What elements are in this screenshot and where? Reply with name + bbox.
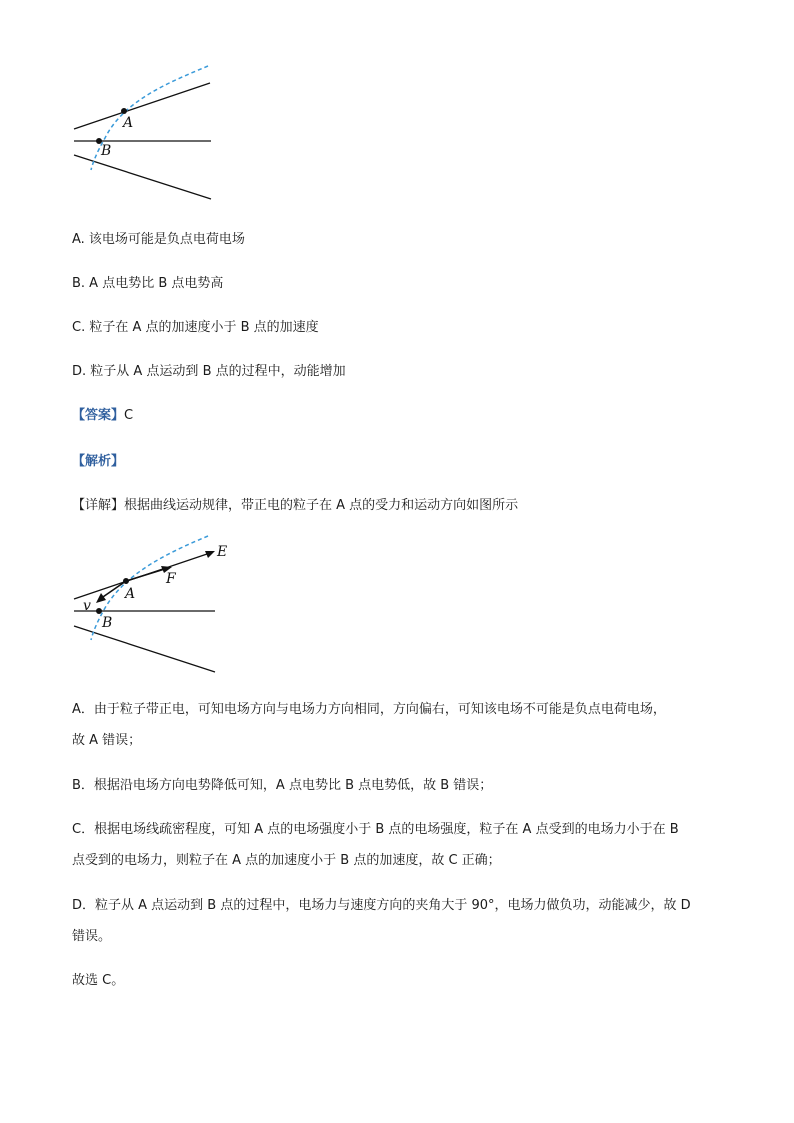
option-a: A. 该电场可能是负点电荷电场 [72,232,245,247]
point-a [121,108,127,114]
label-v: v [83,598,91,614]
label-f: F [166,571,176,587]
explanation-a-line1: A．由于粒子带正电，可知电场方向与电场力方向相同，方向偏右，可知该电场不可能是负点电荷电场， [72,702,666,717]
answer-tag: 【答案】 [72,408,125,423]
explanation-d-line1: D．粒子从 A 点运动到 B 点的过程中，电场力与速度方向的夹角大于 90°，电场力做负功，动能减少，故 D [72,898,691,913]
label-e: E [217,544,228,560]
lower-field-line [74,626,215,672]
explanation-b: B．根据沿电场方向电势降低可知，A 点电势比 B 点电势低，故 B 错误； [72,778,493,793]
detail-line [72,494,518,513]
label-a: A [123,115,134,131]
option-c: C. 粒子在 A 点的加速度小于 B 点的加速度 [72,320,319,335]
answer-value: C [124,408,134,423]
label-b: B [101,143,112,159]
label-b: B [102,615,113,631]
force-vector [126,568,168,581]
velocity-arrow-head [96,593,106,603]
detail-tag: 【详解】 [72,498,125,513]
label-a: A [125,586,136,602]
option-b: B. A 点电势比 B 点电势高 [72,276,224,291]
field-arrow-head [205,551,215,558]
detail-text: 根据曲线运动规律，带正电的粒子在 A 点的受力和运动方向如图所示 [124,498,519,513]
point-a [123,578,129,584]
explanation-d-line2: 错误。 [72,929,112,944]
option-d: D. 粒子从 A 点运动到 B 点的过程中，动能增加 [72,364,346,379]
lower-field-line [74,155,211,199]
explanation-a-line2: 故 A 错误； [72,733,142,748]
analysis-tag: 【解析】 [72,454,125,469]
field-lines-figure [60,60,230,210]
explanation-c-line1: C．根据电场线疏密程度，可知 A 点的电场强度小于 B 点的电场强度，粒子在 A 点受到的电场力小于在 B [72,822,679,837]
answer-line [72,404,133,423]
upper-field-line [74,83,210,129]
point-b [96,608,102,614]
explanation-c-line2: 点受到的电场力，则粒子在 A 点的加速度小于 B 点的加速度，故 C 正确； [72,853,501,868]
force-direction-figure [60,530,240,680]
conclusion: 故选 C。 [72,973,125,988]
